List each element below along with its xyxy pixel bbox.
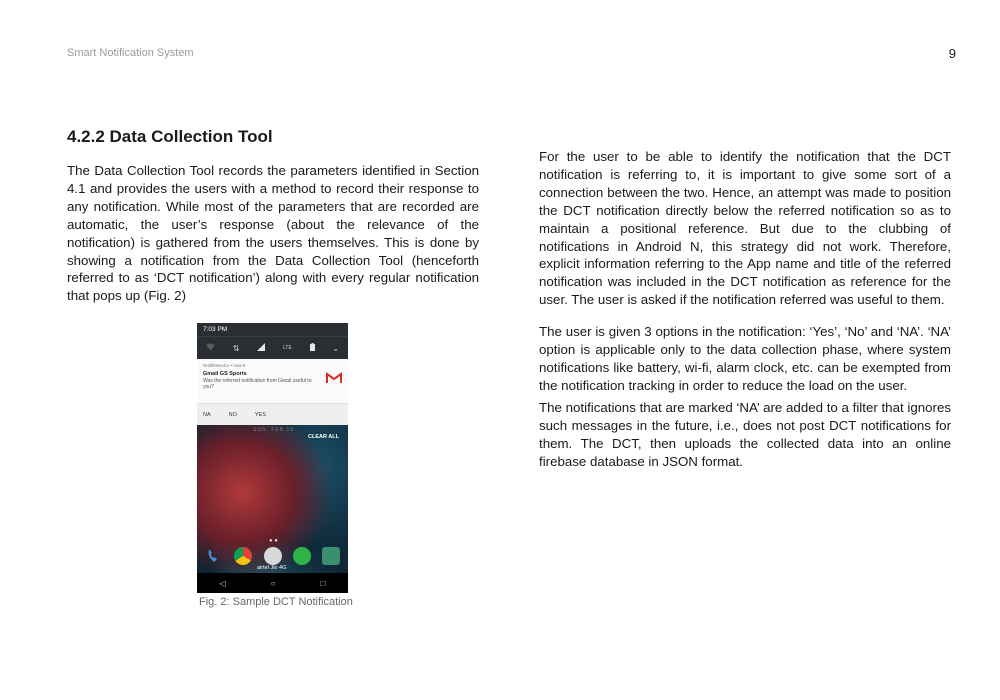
phone-screenshot <box>197 323 348 593</box>
left-column <box>67 162 479 305</box>
apps-icon[interactable] <box>264 547 282 565</box>
faded-date: SUN, FEB 19 <box>253 427 295 433</box>
status-time: 7:03 PM <box>203 326 228 333</box>
chevron-down-icon: ⌄ <box>332 343 340 353</box>
carrier-label: airtel Jio 4G <box>257 565 287 571</box>
section-heading: 4.2.2 Data Collection Tool <box>67 127 273 146</box>
right-paragraph-2: The user is given 3 options in the notification: ‘Yes’, ‘No’ and ‘NA’. ‘NA’ option is applicable only to the data collection phase, where system notifications like battery, wi-fi, alarm clock, etc. can be exempted from the notification tracking in order to reduce the load on the user. <box>539 324 951 393</box>
gmail-icon <box>326 372 342 384</box>
dct-notification[interactable] <box>197 359 348 403</box>
page-dots: ● ● <box>269 538 278 544</box>
notification-actions <box>197 403 348 426</box>
whatsapp-icon[interactable] <box>293 547 311 565</box>
data-arrows-icon: ⇅ <box>232 343 240 353</box>
nav-bar <box>197 573 348 593</box>
right-paragraph-1: For the user to be able to identify the notification that the DCT notification is referring to, it is important to give some sort of a connection between the two. Hence, an attempt was made to position the DCT notification directly below the referred notification so as to maintain a positional reference. But due to the clubbing of notifications in Android N, this strategy did not work. Therefore, explicit information referring to the App name and title of the referred notification was included in the DCT notification as reference for the user. The user is asked if the notification referred was useful to them. <box>539 149 951 308</box>
network-label: LTE <box>282 345 292 351</box>
quick-settings-row <box>197 336 348 359</box>
signal-icon <box>257 343 265 353</box>
recents-icon[interactable]: □ <box>320 578 326 588</box>
figure-caption: Fig. 2: Sample DCT Notification <box>199 596 353 608</box>
left-paragraph: The Data Collection Tool records the parameters identified in Section 4.1 and provides the users with a method to record their response to any notification. While most of the parameters that are recorded are automatic, the user’s response (about the relevance of the notification) is gathered from the users themselves. This is done by showing a notification from the Data Collection Tool (henceforth referred to as ‘DCT notification’) along with every regular notification that pops up (Fig. 2) <box>67 163 479 304</box>
right-column <box>539 148 951 470</box>
status-bar <box>197 323 348 336</box>
notification-body: Was the referred notification from Gmail useful to you? <box>203 378 312 390</box>
chrome-icon[interactable] <box>234 547 252 565</box>
clear-all-button[interactable]: CLEAR ALL <box>308 434 339 440</box>
home-icon[interactable]: ○ <box>270 578 276 588</box>
camera-icon[interactable] <box>322 547 340 565</box>
running-head: Smart Notification System <box>67 47 194 59</box>
wifi-icon <box>206 343 215 353</box>
notification-title: Gmail GS Sports <box>203 371 247 377</box>
notification-app-name: NotifDetector • now ▾ <box>203 363 246 368</box>
page-number: 9 <box>948 46 956 61</box>
app-dock <box>205 547 340 565</box>
action-yes-button[interactable]: YES <box>254 412 266 418</box>
back-icon[interactable]: ◁ <box>219 578 226 588</box>
right-paragraph-3: The notifications that are marked ‘NA’ are added to a filter that ignores such messages in the future, i.e., does not post DCT notifications for them. The DCT, then uploads the collected data into an online firebase database in JSON format. <box>539 399 951 469</box>
action-no-button[interactable]: NO <box>228 412 237 418</box>
phone-icon[interactable] <box>205 547 223 565</box>
battery-icon <box>310 343 315 353</box>
action-na-button[interactable]: NA <box>203 412 211 418</box>
